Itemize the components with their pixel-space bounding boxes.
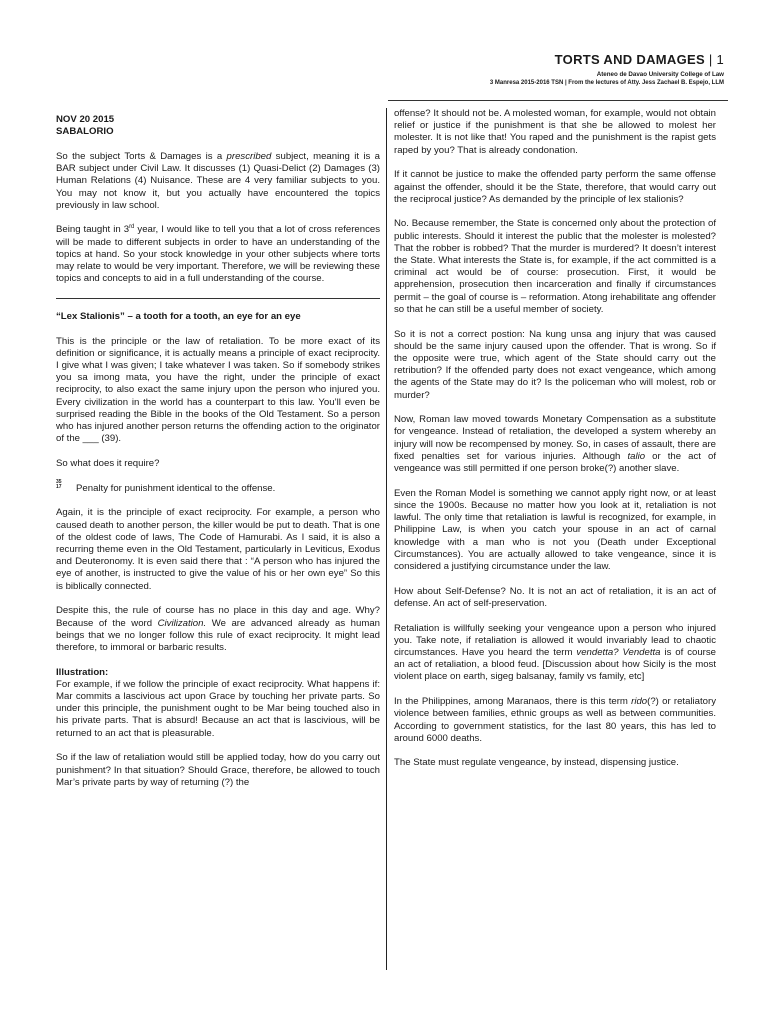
lecture-date: NOV 20 2015 [56, 114, 115, 125]
page-header [490, 52, 724, 86]
item-number: 35 17 [56, 478, 62, 490]
illustration-heading: Illustration: [56, 666, 109, 678]
paragraph: So the subject Torts & Damages is a prescribed subject, meaning it is a BAR subject under Civil Law. It discusses (1) Quasi-Delict (2) Damages (3) Human Relations (4) Nuisance. These are 4 very familiar subjects to you. You may not know it, but you actually have encountered the topics previously in law school. [56, 150, 380, 211]
paragraph: For example, if we follow the principle of exact reciprocity. What happens if: Mar commits a lascivious act upon Grace by touching her private parts. So under this principle, the punishment ought to be Mar being touched also in his private parts. That is absurd! Because an act that is lascivious, will be returned to an act that is pleasurable. [56, 678, 380, 739]
header-rule [388, 100, 728, 101]
tsn-credit: 3 Manresa 2015-2016 TSN | From the lectures of Atty. Jess Zachael B. Espejo, LLM [489, 80, 724, 86]
paragraph: How about Self-Defense? No. It is not an act of retaliation, it is an act of defense. An act of self-preservation. [394, 585, 716, 609]
header-title [490, 52, 724, 67]
paragraph: So if the law of retaliation would still be applied today, how do you carry out punishment? In that situation? Should Grace, therefore, be allowed to touch Mar’s private parts by way of returning (?) the [56, 752, 380, 788]
section-rule [56, 298, 380, 299]
right-column [394, 108, 716, 782]
paragraph: This is the principle or the law of retaliation. To be more exact of its definition or significance, it is actually means a principle of exact reciprocity. I give what I was given; I take whatever I was taken. So if somebody strikes you sa imong mata, you have the right, under the principle of exact reciprocity, to also exact the same injury upon the person who injured you. Every civilization in the world has a counterpart to this law. You’ll even be surprised reading the Bible in the books of the Old Testament. So a person who has injured another person returns the offending action to the originator of the ___ (39). [56, 335, 380, 445]
paragraph: The State must regulate vengeance, by instead, dispensing justice. [394, 757, 679, 769]
paragraph: In the Philippines, among Maranaos, there is this term rido(?) or retaliatory violence between families, ethnic groups as well as between communities. According to government statistics, for the last 80 years, this has led to around 6000 deaths. [394, 696, 716, 744]
paragraph: If it cannot be justice to make the offended party perform the same offense against the offender, should it be the State, therefore, that would carry out the reciprocal justice? As demanded by the principle of lex stalionis? [394, 169, 716, 205]
paragraph: Again, it is the principle of exact reciprocity. For example, a person who caused death to another person, the killer would be put to death. That is one of the oldest code of laws, The Code of Hamurabi. As I said, it is also a recurring theme even in the Old Testament, particularly in Leviticus, Exodus and Deuteronomy. It is even said there that : “A person who has injured the eye of another, is instructed to give the value of his or her own eye” So this is biblically connected. [56, 507, 380, 592]
numbered-item: 35 17 Penalty for punishment identical to the offense. [56, 478, 276, 494]
column-divider [386, 108, 387, 970]
paragraph: So what does it require? [56, 457, 160, 469]
page-number: | 1 [708, 52, 724, 67]
paragraph: offense? It should not be. A molested woman, for example, would not obtain relief or justice if the punishment is that she be allowed to molest her molester. It is not like that! You raped and the punishment is the rapist gets raped by you? That is already condonation. [394, 108, 716, 156]
transcriber-name: SABALORIO [56, 126, 114, 138]
section-heading-lex-stalionis: “Lex Stalionis” – a tooth for a tooth, an eye for an eye [56, 310, 301, 322]
paragraph: No. Because remember, the State is concerned only about the protection of public interests. Should it interest the public that the molester is molested? That the robber is robbed? That the murder is murdered? It doesn’t interest the State. What interests the State is, for example, if the act committed is a criminal act would be of course: prosecution. First, it would be apprehension, prosecution then incarceration and finally if circumstances permit – the goal of course is – reformation. Atong irehabilitate ang offender so that he can still be a useful member of society. [394, 218, 716, 315]
left-column [56, 114, 380, 801]
school-name: Ateneo de Davao University College of Law [596, 71, 724, 78]
paragraph: So it is not a correct postion: Na kung unsa ang injury that was caused should be the same injury caused upon the offender. That is wrong. So if the opposite were true, which agent of the State should carry out the retribution? If the offended party does not exact vengeance, which among the agents of the State may do it? Is the policeman who will molest, rob or murder? [394, 328, 716, 401]
paragraph: Even the Roman Model is something we cannot apply right now, or at least since the 1900s. Because no matter how you look at it, retaliation is not lawful. The only time that retaliation is lawful is recognized, for example, in Philippine Law, is when you catch your spouse in an act of carnal knowledge with a man who is not you (Death under Exceptional Circumstances). You are actually allowed to take vengeance, since it is considered a justifying circumstance under the law. [394, 487, 716, 572]
paragraph: Retaliation is willfully seeking your vengeance upon a person who injured you. Take note, if retaliation is allowed it would invariably lead to chaotic circumstances. Have you heard the term vendetta? Vendetta is of course an act of retaliation, a blood feud. [Discussion about how Sicily is the most violent place on earth, sigeg balsanay, family vs family, etc] [394, 622, 716, 683]
paragraph: Being taught in 3rd year, I would like to tell you that a lot of cross references will be made to different subjects in order to have an understanding of the topics at hand. So your stock knowledge in your other subjects where torts may relate to would be very important. Therefore, we will be reviewing these topics and concepts to aid in a full understanding of the course. [56, 224, 380, 285]
paragraph: Now, Roman law moved towards Monetary Compensation as a substitute for vengeance. Instead of retaliation, the developed a system whereby an injury will now be recompensed by money. So, in cases of assault, there are fixed penalties set for various injuries. Although talio or the act of vengeance was still permitted if one person broke(?) another slave. [394, 414, 716, 475]
paragraph: Despite this, the rule of course has no place in this day and age. Why? Because of the word Civilization. We are advanced already as human beings that we no longer follow this rule of exact reciprocity. It might lead therefore, to immoral or barbaric results. [56, 605, 380, 653]
course-title: TORTS AND DAMAGES [554, 52, 705, 67]
